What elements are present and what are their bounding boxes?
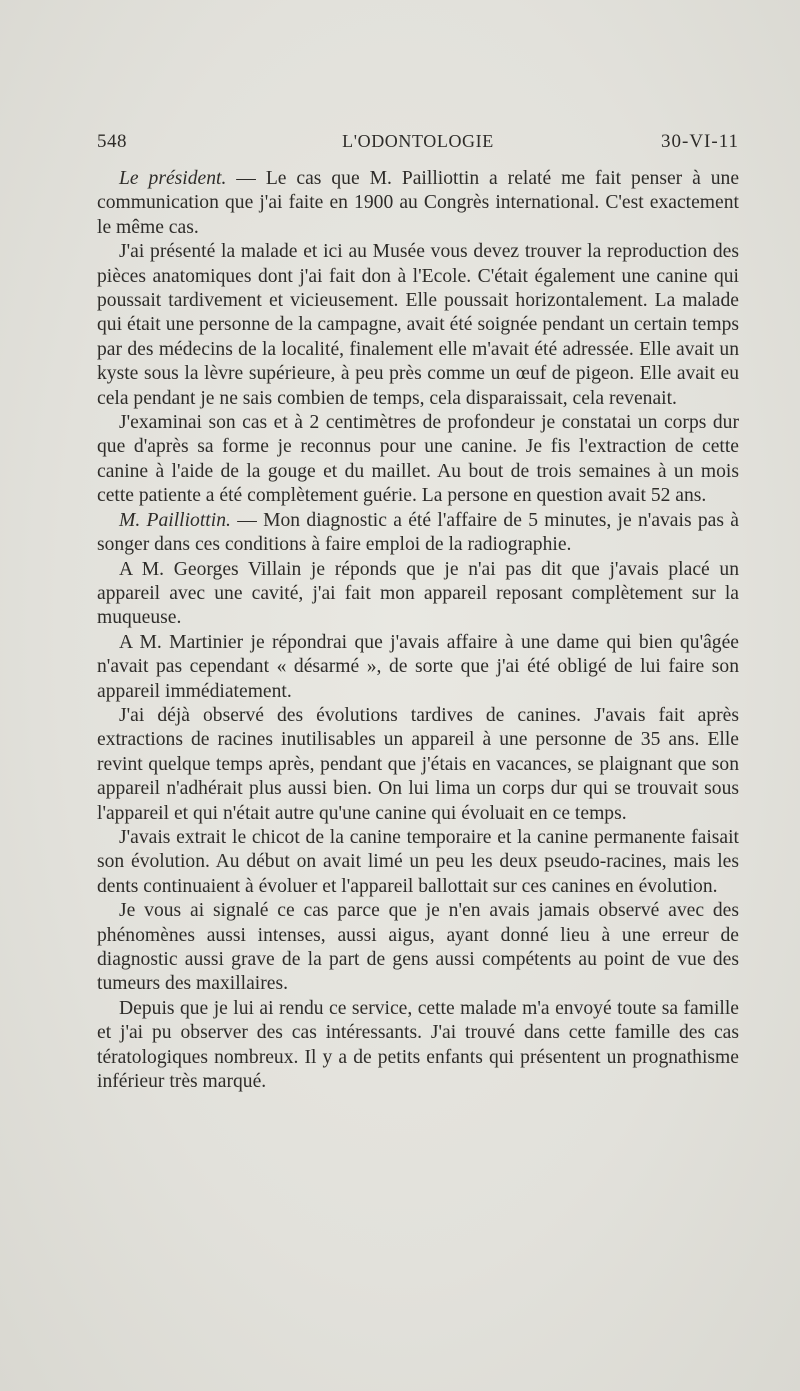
paragraph xyxy=(97,826,739,899)
paragraph-text: A M. Georges Villain je réponds que je n'ai pas dit que j'avais placé un appareil avec une cavité, j'ai fait mon appareil reposant complètement sur la muqueuse. xyxy=(97,558,739,629)
paragraph-president xyxy=(97,167,739,240)
speaker-name: Le président. xyxy=(119,168,227,189)
paragraph-text: Depuis que je lui ai rendu ce service, cette malade m'a envoyé toute sa famille et j'ai pu observer des cas intéressants. J'ai trouvé dans cette famille des cas tératologiques nombreux. Il y a de petits enfants qui présentent un prognathisme inférieur très marqué. xyxy=(97,997,739,1093)
paragraph xyxy=(97,899,739,997)
paragraph-text: J'avais extrait le chicot de la canine temporaire et la canine permanente faisait son évolution. Au début on avait limé un peu les deux pseudo-racines, mais les dents continuaient à évoluer et l'appareil ballottait sur ces canines en évolution. xyxy=(97,826,739,897)
paragraph-text: J'ai déjà observé des évolutions tardives de canines. J'avais fait après extractions de racines inutilisables un appareil à une personne de 35 ans. Elle revint quelque temps après, pendant que j'étais en vacances, se plaignant que son appareil n'adhérait plus aussi bien. On lui lima un corps dur qui se trouvait sous l'appareil et qui n'était autre qu'une canine qui évoluait en ce temps. xyxy=(97,704,739,824)
paragraph xyxy=(97,997,739,1095)
speaker-name: M. Pailliottin. xyxy=(119,509,231,531)
paragraph xyxy=(97,558,739,631)
paragraph-text: J'examinai son cas et à 2 centimètres de profondeur je constatai un corps dur que d'après sa forme je reconnus pour une canine. Je fis l'extraction de cette canine à l'aide de la gouge et du maillet. Au bout de trois semaines à un mois cette patiente a été complètement guérie. La persone en question avait 52 ans. xyxy=(97,412,739,507)
issue-date: 30-VI-11 xyxy=(661,131,739,152)
paragraph-text: — Mon diagnostic a été l'affaire de 5 minutes, je n'avais pas à songer dans ces conditions à faire emploi de la radiographie. xyxy=(97,509,739,556)
article-body xyxy=(97,167,739,1094)
paragraph xyxy=(97,631,739,704)
paragraph-text: — Le cas que M. Pailliottin a relaté me fait penser à une communication que j'ai faite en 1900 au Congrès international. C'est exactement le même cas. xyxy=(97,168,740,238)
paragraph-text: Je vous ai signalé ce cas parce que je n'en avais jamais observé avec des phénomènes aussi intenses, aussi aigus, ayant donné lieu à une erreur de diagnostic aussi grave de la part de gens aussi compétents au point de vue des tumeurs des maxillaires. xyxy=(97,900,739,995)
running-header xyxy=(97,131,739,159)
paragraph-text: A M. Martinier je répondrai que j'avais affaire à une dame qui bien qu'âgée n'avait pas cependant « désarmé », de sorte que j'ai été obligé de lui faire son appareil immédiatement. xyxy=(97,631,739,702)
paragraph-pailliottin xyxy=(97,509,739,558)
paragraph xyxy=(97,240,739,411)
journal-title: L'ODONTOLOGIE xyxy=(342,131,494,151)
page-number: 548 xyxy=(97,131,127,152)
paragraph xyxy=(97,704,739,826)
paragraph-text: J'ai présenté la malade et ici au Musée vous devez trouver la reproduction des pièces anatomiques dont j'ai fait don à l'Ecole. C'était également une canine qui poussait tardivement et vicieusement. Elle poussait horizontalement. La malade qui était une personne de la campagne, avait été soignée pendant un certain temps par des médecins de la localité, finalement elle m'avait été adressée. Elle avait un kyste sous la lèvre supérieure, à peu près comme un œuf de pigeon. Elle avait eu cela pendant je ne sais combien de temps, cela disparaissait, cela revenait. xyxy=(97,241,739,409)
paragraph xyxy=(97,411,739,509)
